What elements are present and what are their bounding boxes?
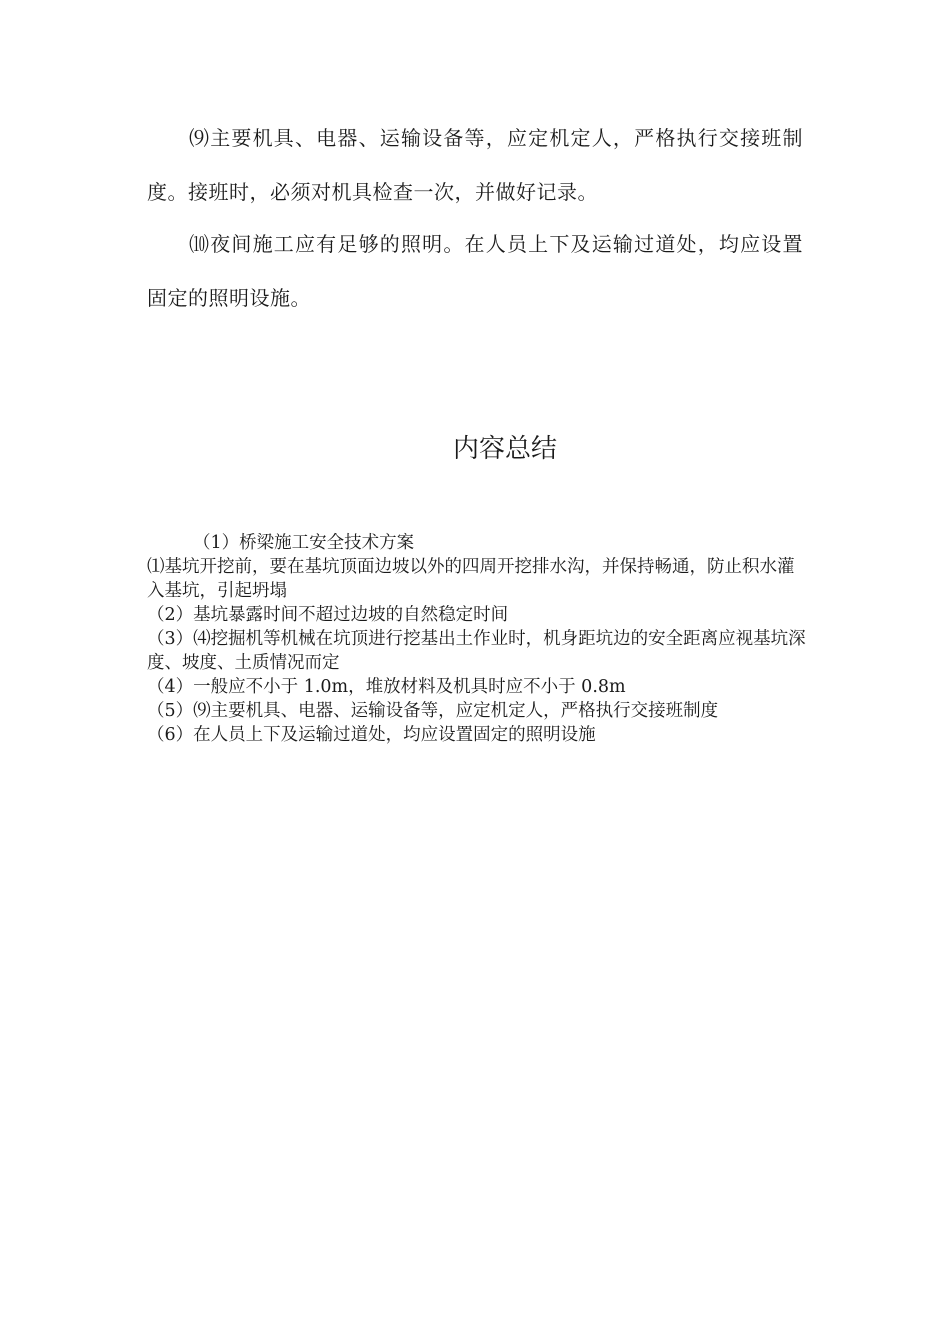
summary-item: ⑴基坑开挖前，要在基坑顶面边坡以外的四周开挖排水沟，并保持畅通，防止积水灌入基坑，引起坍塌 [147, 557, 795, 601]
summary-item: （6）在人员上下及运输过道处，均应设置固定的照明设施 [147, 725, 596, 745]
summary-item: （1）桥梁施工安全技术方案 [193, 533, 415, 553]
summary-list [147, 531, 807, 747]
summary-item: （5）⑼主要机具、电器、运输设备等，应定机定人，严格执行交接班制度 [147, 701, 719, 721]
summary-item: （3）⑷挖掘机等机械在坑顶进行挖基出土作业时，机身距坑边的安全距离应视基坑深度、坡度、土质情况而定 [147, 629, 806, 673]
body-paragraph-10 [147, 217, 803, 325]
paragraph-text: ⑽夜间施工应有足够的照明。在人员上下及运输过道处，均应设置固定的照明设施。 [147, 232, 803, 310]
summary-heading: 内容总结 [452, 434, 557, 464]
summary-item: （4）一般应不小于 1.0m，堆放材料及机具时应不小于 0.8m [147, 677, 626, 697]
paragraph-text: ⑼主要机具、电器、运输设备等，应定机定人，严格执行交接班制度。接班时，必须对机具检查一次，并做好记录。 [147, 126, 803, 204]
body-paragraph-9 [147, 111, 803, 219]
summary-item: （2）基坑暴露时间不超过边坡的自然稳定时间 [147, 605, 509, 625]
